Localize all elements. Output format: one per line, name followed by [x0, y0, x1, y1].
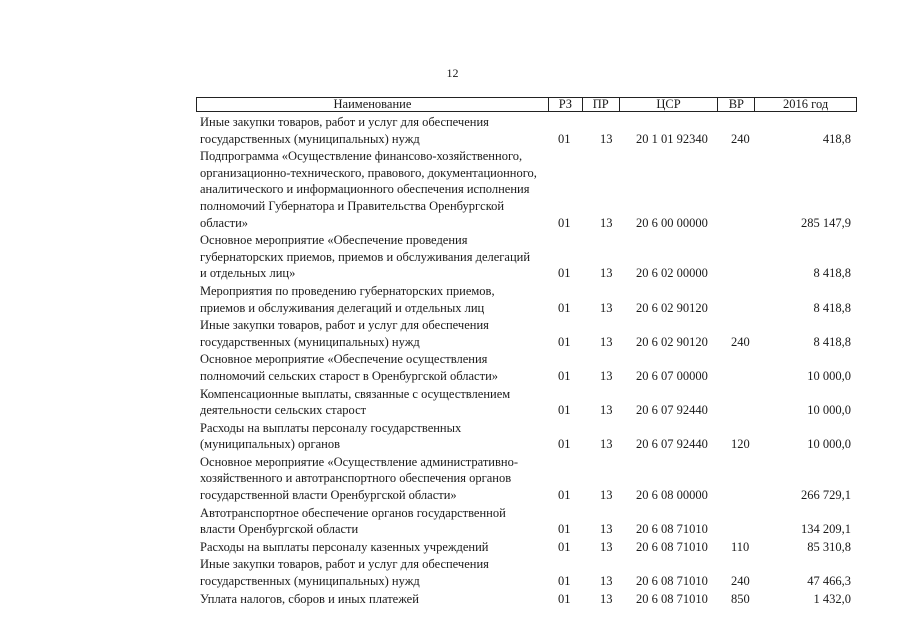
table-row: [0, 114, 905, 147]
row-rz: 01: [558, 334, 571, 349]
row-name: Компенсационные выплаты, связанные с осуществлением деятельности сельских старост: [200, 386, 511, 418]
table-row: [0, 283, 905, 316]
row-pr: 13: [600, 437, 613, 452]
row-csr: 20 6 02 90120: [636, 300, 708, 315]
row-name: Основное мероприятие «Обеспечение осуществления полномочий сельских старост в Оренбургской области»: [200, 352, 499, 383]
table-body: [0, 114, 905, 608]
row-csr: 20 6 08 71010: [636, 539, 708, 554]
row-rz: 01: [558, 522, 571, 537]
row-vr: 850: [731, 591, 750, 606]
header-pr: ПР: [583, 98, 620, 111]
row-vr: 240: [731, 334, 750, 349]
row-csr: 20 6 07 00000: [636, 368, 708, 383]
row-csr: 20 1 01 92340: [636, 131, 708, 146]
table-row: [0, 556, 905, 589]
row-rz: 01: [558, 591, 571, 606]
row-name: Основное мероприятие «Осуществление административно- хозяйственного и автотранспортного обеспечения органов государственной власти Оренбургской области»: [200, 454, 519, 503]
row-rz: 01: [558, 574, 571, 589]
table-row: [0, 148, 905, 231]
row-amount: 47 466,3: [807, 574, 851, 589]
row-rz: 01: [558, 488, 571, 503]
row-amount: 85 310,8: [807, 539, 851, 554]
row-rz: 01: [558, 368, 571, 383]
row-vr: 240: [731, 131, 750, 146]
table-row: [0, 505, 905, 538]
row-pr: 13: [600, 266, 613, 281]
table-header: [196, 97, 857, 112]
row-amount: 10 000,0: [807, 368, 851, 383]
row-name: Иные закупки товаров, работ и услуг для обеспечения государственных (муниципальных) нужд: [200, 318, 489, 349]
page-number: 12: [446, 66, 459, 80]
row-name: Иные закупки товаров, работ и услуг для обеспечения государственных (муниципальных) нужд: [200, 557, 489, 589]
row-pr: 13: [600, 488, 613, 503]
row-rz: 01: [558, 403, 571, 418]
row-amount: 8 418,8: [813, 266, 851, 281]
row-name: Подпрограмма «Осуществление финансово-хозяйственного, организационно-технического, правового, документационного, аналитического и информационного обеспечения исполнения полномочий Губернатора и Правительства Оренбургской области»: [200, 149, 537, 230]
table-row: [0, 420, 905, 453]
row-csr: 20 6 08 00000: [636, 488, 708, 503]
row-amount: 418,8: [822, 131, 851, 146]
row-name: Основное мероприятие «Обеспечение проведения губернаторских приемов, приемов и обслуживания делегаций и отдельных лиц»: [200, 233, 531, 281]
row-csr: 20 6 02 00000: [636, 266, 708, 281]
table-row: [0, 539, 905, 556]
row-rz: 01: [558, 266, 571, 281]
row-name: Расходы на выплаты персоналу казенных учреждений: [200, 539, 489, 554]
table-row: [0, 591, 905, 608]
row-amount: 10 000,0: [807, 403, 851, 418]
table-row: [0, 317, 905, 350]
row-name: Иные закупки товаров, работ и услуг для обеспечения государственных (муниципальных) нужд: [200, 115, 489, 146]
row-csr: 20 6 00 00000: [636, 215, 708, 230]
row-rz: 01: [558, 300, 571, 315]
row-rz: 01: [558, 131, 571, 146]
header-csr: ЦСР: [620, 98, 719, 111]
row-amount: 1 432,0: [813, 591, 851, 606]
row-csr: 20 6 07 92440: [636, 403, 708, 418]
row-pr: 13: [600, 591, 613, 606]
row-name: Автотранспортное обеспечение органов государственной власти Оренбургской области: [200, 505, 506, 537]
row-amount: 8 418,8: [813, 334, 851, 349]
row-pr: 13: [600, 403, 613, 418]
row-amount: 266 729,1: [801, 488, 851, 503]
row-pr: 13: [600, 300, 613, 315]
row-pr: 13: [600, 215, 613, 230]
row-csr: 20 6 07 92440: [636, 437, 708, 452]
row-rz: 01: [558, 437, 571, 452]
row-rz: 01: [558, 539, 571, 554]
row-amount: 8 418,8: [813, 300, 851, 315]
table-row: [0, 232, 905, 282]
table-row: [0, 351, 905, 384]
row-csr: 20 6 08 71010: [636, 522, 708, 537]
row-name: Уплата налогов, сборов и иных платежей: [200, 591, 419, 606]
row-pr: 13: [600, 334, 613, 349]
row-name: Мероприятия по проведению губернаторских приемов, приемов и обслуживания делегаций и отдельных лиц: [200, 283, 495, 315]
header-rz: РЗ: [549, 98, 583, 111]
row-vr: 120: [731, 437, 750, 452]
row-amount: 285 147,9: [801, 215, 851, 230]
row-amount: 10 000,0: [807, 437, 851, 452]
row-csr: 20 6 08 71010: [636, 574, 708, 589]
row-csr: 20 6 02 90120: [636, 334, 708, 349]
row-pr: 13: [600, 539, 613, 554]
row-csr: 20 6 08 71010: [636, 591, 708, 606]
row-pr: 13: [600, 522, 613, 537]
row-pr: 13: [600, 574, 613, 589]
row-amount: 134 209,1: [801, 522, 851, 537]
row-rz: 01: [558, 215, 571, 230]
row-name: Расходы на выплаты персоналу государственных (муниципальных) органов: [200, 420, 462, 452]
row-vr: 240: [731, 574, 750, 589]
row-vr: 110: [731, 539, 750, 554]
header-year: 2016 год: [783, 97, 829, 112]
table-row: [0, 386, 905, 419]
row-pr: 13: [600, 131, 613, 146]
table-row: [0, 454, 905, 504]
row-pr: 13: [600, 368, 613, 383]
header-vr: ВР: [718, 98, 755, 111]
header-name: Наименование: [197, 98, 549, 111]
